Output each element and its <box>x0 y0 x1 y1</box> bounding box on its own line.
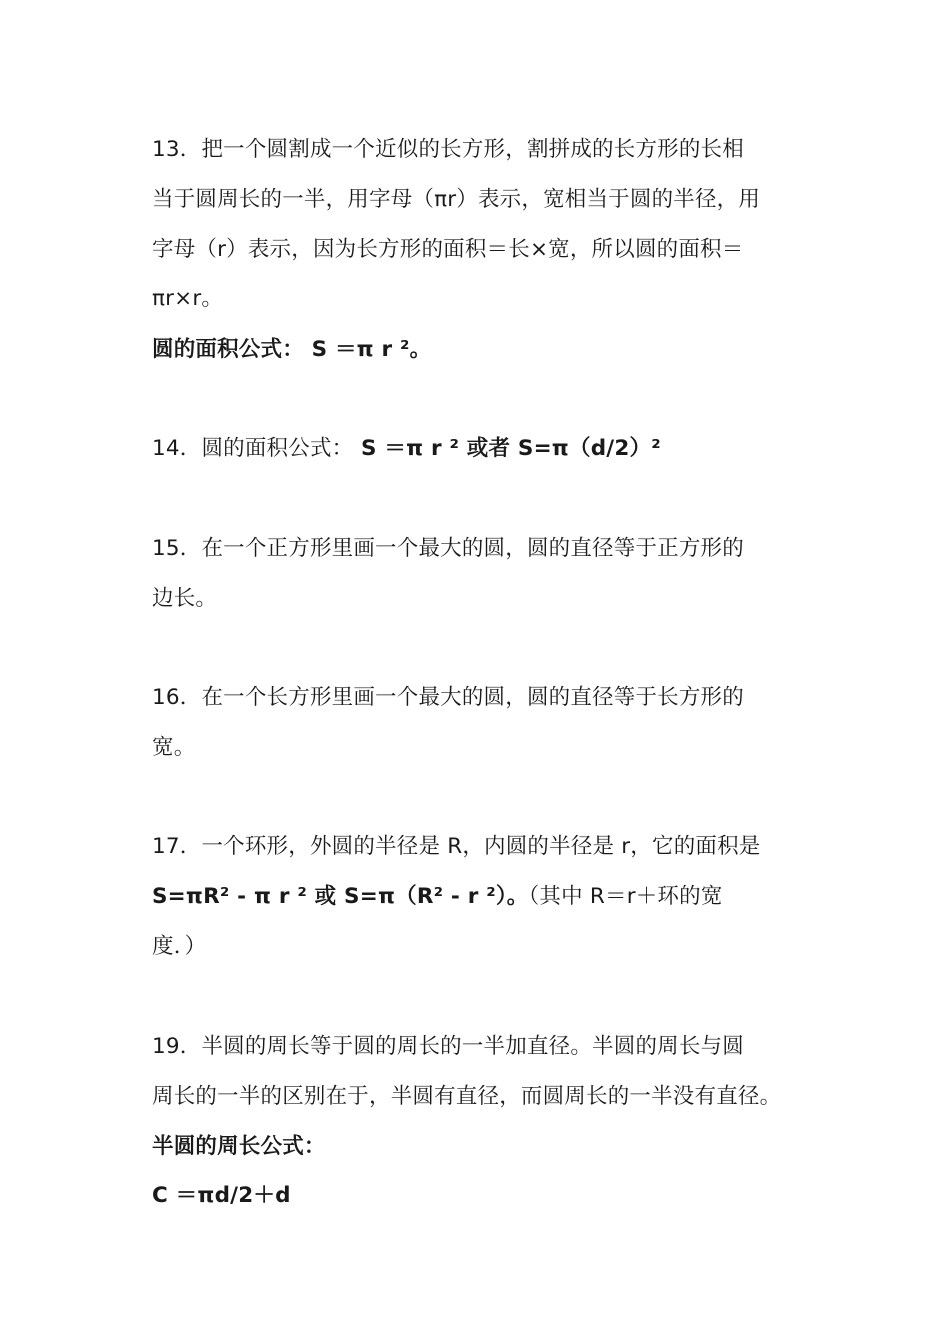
item-19-line-2: 周长的一半的区别在于，半圆有直径，而圆周长的一半没有直径。 <box>152 1084 782 1109</box>
item-14-line <box>152 434 661 464</box>
item-13-line-4: πr×r。 <box>152 286 224 311</box>
item-13-line-3: 字母（r）表示，因为长方形的面积＝长×宽，所以圆的面积＝ <box>152 237 744 262</box>
item-19-line-1: 19．半圆的周长等于圆的周长的一半加直径。半圆的周长与圆 <box>152 1034 744 1059</box>
item-17-line-2 <box>152 882 723 912</box>
item-13-line-1: 13．把一个圆割成一个近似的长方形，割拼成的长方形的长相 <box>152 137 744 162</box>
item-16-line-1: 16．在一个长方形里画一个最大的圆，圆的直径等于长方形的 <box>152 685 744 710</box>
item-16-line-2: 宽。 <box>152 735 196 760</box>
item-15-line-1: 15．在一个正方形里画一个最大的圆，圆的直径等于正方形的 <box>152 536 744 561</box>
ring-width-note: （其中 R＝r＋环的宽 <box>528 884 723 909</box>
circle-area-formula: 圆的面积公式： S ＝π r ²。 <box>152 337 432 362</box>
semicircle-perimeter-formula: C ＝πd/2＋d <box>152 1183 291 1208</box>
ring-area-formula: S=πR² - π r ² 或 S=π（R² - r ²）。 <box>152 884 529 909</box>
item-17-line-1: 17．一个环形，外圆的半径是 R，内圆的半径是 r，它的面积是 <box>152 834 761 859</box>
semicircle-perimeter-heading: 半圆的周长公式： <box>152 1134 326 1159</box>
item-15-line-2: 边长。 <box>152 586 218 611</box>
item-17-line-3: 度．） <box>152 934 207 959</box>
item-14-text: 14．圆的面积公式： <box>152 436 354 461</box>
item-13-line-2: 当于圆周长的一半，用字母（πr）表示，宽相当于圆的半径，用 <box>152 187 761 212</box>
item-14-formula: S ＝π r ² 或者 S=π（d/2）² <box>353 436 661 461</box>
